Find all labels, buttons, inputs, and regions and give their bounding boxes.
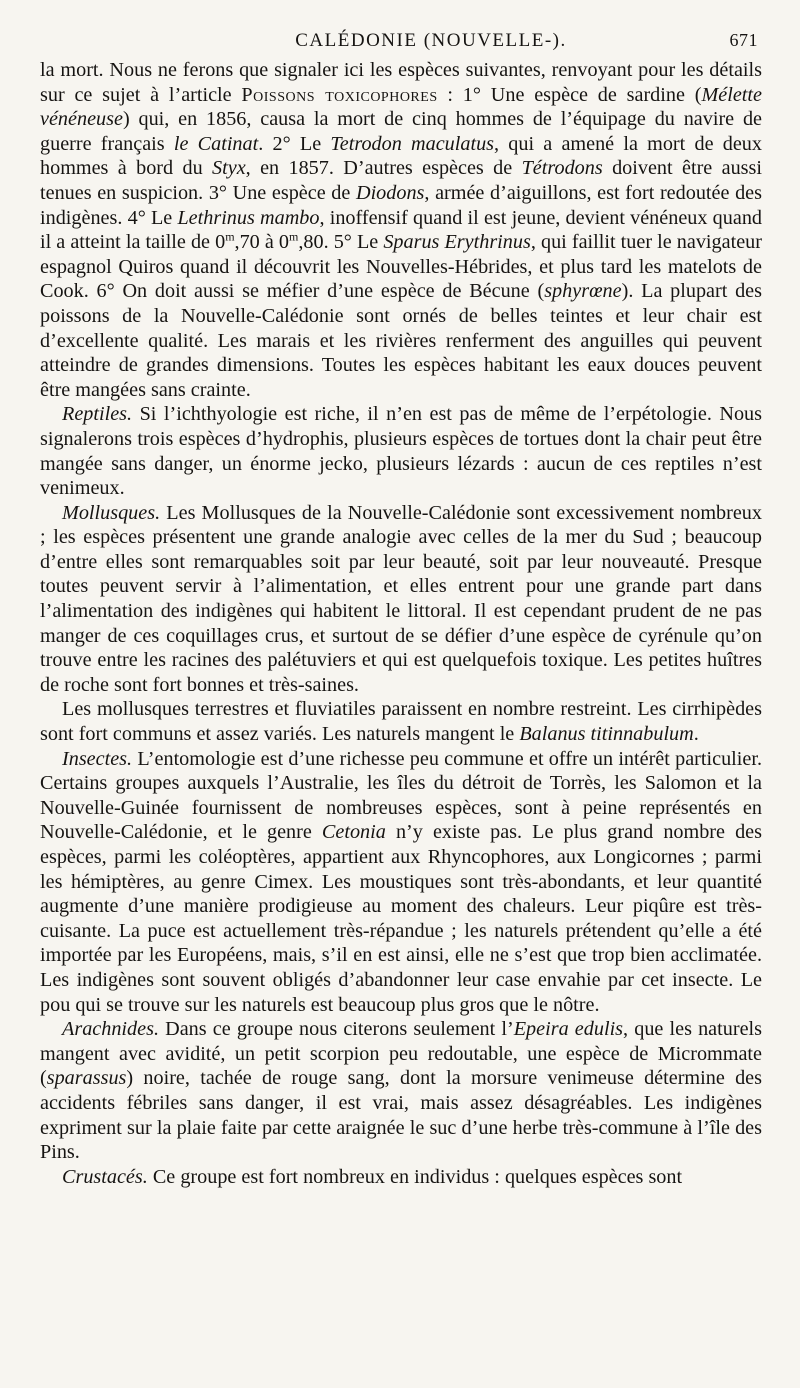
text-run: , qui a amené la mort de deux hommes à bord du bbox=[40, 132, 762, 180]
italic-text: Crustacés. bbox=[62, 1165, 148, 1188]
body-text bbox=[40, 58, 762, 1189]
text-run: , en 1857. D’autres espèces de bbox=[245, 157, 522, 180]
paragraph-insectes bbox=[40, 747, 762, 1018]
italic-text: Insectes. bbox=[62, 747, 133, 770]
italic-text: Tetrodon maculatus bbox=[330, 132, 495, 155]
text-run: . bbox=[693, 723, 699, 746]
italic-text: Cetonia bbox=[321, 821, 386, 844]
text-run: ). La plupart des poissons de la Nouvelle-Calédonie sont ornés de belles teintes et leur chair est d’excellente qualité. Les marais et les rivières renferment des anguilles qui peuvent atteindre de grandes dimensions. Toutes les espèces habitant les eaux douces peuvent être mangées sans crainte. bbox=[40, 280, 762, 401]
text-run: ,80. 5° Le bbox=[298, 231, 384, 254]
text-run: n’y existe pas. Le plus grand nombre des espèces, parmi les coléoptères, appartient aux Rhyncophores, aux Longicornes ; parmi les hémiptères, au genre Cimex. Les moustiques sont très-abondants, et leur quantité augmente d’une manière prodigieuse au moment des chaleurs. Leur piqûre est très-cuisante. La puce est actuellement très-répandue ; les naturels prétendent qu’elle a été importée par les Européens, mais, s’il en est ainsi, elle ne s’est que trop bien acclimatée. Les indigènes sont souvent obligés d’abandonner leur case envahie par cet insecte. Le pou qui se trouve sur les naturels est beaucoup plus gros que le nôtre. bbox=[40, 821, 762, 1016]
paragraph-mollusques-terrestres bbox=[40, 697, 762, 746]
paragraph-crustaces bbox=[40, 1165, 762, 1190]
text-run: Les Mollusques de la Nouvelle-Calédonie sont excessivement nombreux ; les espèces présentent une grande analogie avec celles de la mer du Sud ; beaucoup d’entre elles sont remarquables soit par leur beauté, soit par leur nouveauté. Presque toutes peuvent servir à l’alimentation, et elles entrent pour une grande part dans l’alimentation des indigènes qui habitent le littoral. Il est cependant prudent de ne pas manger de ces coquillages crus, et surtout de se défier d’une espèce de cyrénule qu’on trouve entre les racines des palétuviers et qui est quelquefois toxique. Les petites huîtres de roche sont fort bonnes et très-saines. bbox=[40, 501, 762, 696]
running-title: CALÉDONIE (NOUVELLE-). bbox=[295, 30, 567, 51]
text-run: Si l’ichthyologie est riche, il n’en est pas de même de l’erpétologie. Nous signalerons trois espèces d’hydrophis, plusieurs espèces de tortues dont la chair peut être mangée sans danger, un énorme jecko, plusieurs lézards : aucun de ces reptiles n’est venimeux. bbox=[40, 403, 762, 500]
italic-text: Epeira edulis bbox=[513, 1018, 624, 1041]
page-number: 671 bbox=[729, 30, 758, 50]
text-run: , qui faillit tuer le navigateur espagnol Quiros quand il découvrit les Nouvelles-Hébrides, et plus tard les matelots de Cook. 6° On doit aussi se méfier d’une espèce de Bécune ( bbox=[40, 231, 762, 303]
italic-text: Tétrodons bbox=[521, 157, 603, 180]
italic-text: sparassus bbox=[46, 1067, 127, 1090]
text-run: Les mollusques terrestres et fluviatiles paraissent en nombre restreint. Les cirrhipèdes sont fort communs et assez variés. Les naturels mangent le bbox=[40, 698, 762, 746]
italic-text: Mélette vénéneuse bbox=[40, 83, 762, 131]
text-run: ) qui, en 1856, causa la mort de cinq hommes de l’équipage du navire de guerre français bbox=[40, 108, 762, 155]
italic-text: Lethrinus mambo bbox=[177, 206, 320, 229]
superscript-text: m bbox=[288, 229, 299, 244]
italic-text: Balanus titinnabulum bbox=[519, 723, 694, 746]
small-caps-text: Poissons toxicophores bbox=[241, 83, 438, 106]
text-run: doivent être aussi tenues en suspicion. 3° Une espèce de bbox=[40, 157, 762, 204]
text-run: ) noire, tachée de rouge sang, dont la morsure venimeuse détermine des accidents fébriles sans danger, il est vrai, mais assez désagréables. Les indigènes expriment sur la plaie faite par cette araignée le suc d’une herbe très-commune à l’île des Pins. bbox=[40, 1067, 762, 1164]
text-run: : 1° Une espèce de sardine ( bbox=[437, 83, 702, 106]
running-head bbox=[40, 30, 762, 58]
text-run: Ce groupe est fort nombreux en individus : quelques espèces sont bbox=[147, 1165, 683, 1188]
text-run: . 2° Le bbox=[258, 132, 331, 155]
italic-text: Mollusques. bbox=[62, 501, 161, 524]
text-run: la mort. Nous ne ferons que signaler ici les espèces suivantes, renvoyant pour les détails sur ce sujet à l’article bbox=[40, 59, 762, 106]
italic-text: Sparus Erythrinus bbox=[383, 231, 531, 254]
text-run: , inoffensif quand il est jeune, devient vénéneux quand il a atteint la taille de 0 bbox=[40, 206, 763, 254]
paragraph-reptiles bbox=[40, 402, 762, 500]
italic-text: sphyrœne bbox=[544, 280, 622, 303]
italic-text: Reptiles. bbox=[62, 403, 133, 426]
paragraph-fish-species bbox=[40, 58, 762, 402]
text-run: ,70 à 0 bbox=[234, 231, 289, 254]
italic-text: Styx bbox=[212, 157, 246, 180]
italic-text: Diodons bbox=[355, 181, 425, 204]
italic-text: le Catinat bbox=[173, 132, 259, 155]
superscript-text: m bbox=[225, 229, 235, 244]
text-run: Dans ce groupe nous citerons seulement l’ bbox=[159, 1018, 514, 1041]
paragraph-mollusques bbox=[40, 501, 762, 698]
text-run: , armée d’aiguillons, est fort redoutée des indigènes. 4° Le bbox=[40, 181, 762, 229]
italic-text: Arachnides. bbox=[62, 1018, 159, 1041]
paragraph-arachnides bbox=[40, 1017, 762, 1165]
text-run: , que les naturels mangent avec avidité, un petit scorpion peu redoutable, une espèce de Micrommate ( bbox=[40, 1018, 762, 1090]
text-run: L’entomologie est d’une richesse peu commune et offre un intérêt particulier. Certains groupes auxquels l’Australie, les îles du détroit de Torrès, les Salomon et la Nouvelle-Guinée fournissent de nombreuses espèces, sont à peine représentés en Nouvelle-Calédonie, et le genre bbox=[40, 747, 762, 844]
